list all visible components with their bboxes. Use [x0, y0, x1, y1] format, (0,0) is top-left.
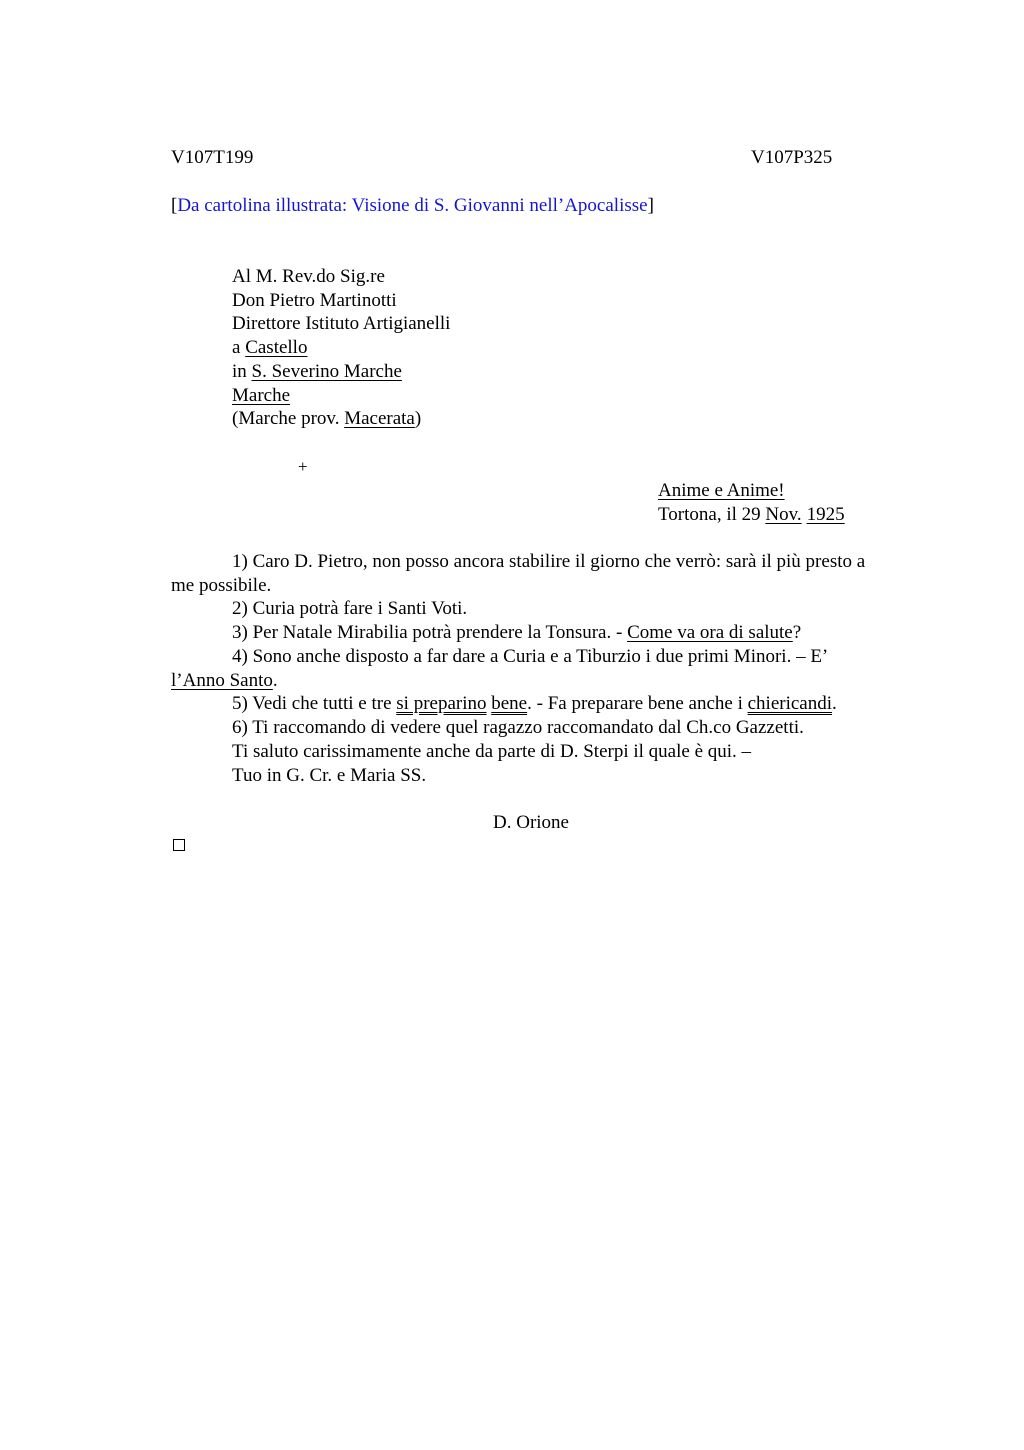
paragraph-line: me possibile.	[171, 575, 272, 596]
right-archive-code: V107P325	[751, 147, 833, 168]
paragraph-line: Ti saluto carissimamente anche da parte di D. Sterpi il quale è qui. –	[232, 741, 752, 762]
paragraph-line: 5) Vedi che tutti e tre si preparino bene. - Fa preparare bene anche i chiericandi.	[232, 693, 837, 714]
left-archive-code: V107T199	[171, 147, 254, 168]
address-line: Direttore Istituto Artigianelli	[232, 313, 451, 334]
address-line: a Castello	[232, 337, 308, 358]
paragraph-line: 3) Per Natale Mirabilia potrà prendere la Tonsura. - Come va ora di salute?	[232, 622, 802, 643]
place-date: Tortona, il 29 Nov. 1925	[658, 504, 845, 525]
motto: Anime e Anime!	[658, 480, 785, 501]
paragraph-line: 4) Sono anche disposto a far dare a Curia e a Tiburzio i due primi Minori. – E’	[232, 646, 829, 667]
address-line: Don Pietro Martinotti	[232, 290, 397, 311]
note-text: Da cartolina illustrata: Visione di S. Giovanni nell’Apocalisse	[177, 195, 648, 216]
paragraph-line: Tuo in G. Cr. e Maria SS.	[232, 765, 427, 786]
address-line: (Marche prov. Macerata)	[232, 408, 422, 429]
address-line: in S. Severino Marche	[232, 361, 402, 382]
square-marker	[173, 839, 185, 851]
paragraph-line: l’Anno Santo.	[171, 670, 278, 691]
paragraph-line: 2) Curia potrà fare i Santi Voti.	[232, 598, 468, 619]
paragraph-line: 6) Ti raccomando di vedere quel ragazzo raccomandato dal Ch.co Gazzetti.	[232, 717, 804, 738]
address-line: Marche	[232, 385, 291, 406]
address-line: Al M. Rev.do Sig.re	[232, 266, 385, 287]
paragraph-line: 1) Caro D. Pietro, non posso ancora stabilire il giorno che verrò: sarà il più presto a	[232, 551, 866, 572]
editorial-note: [Da cartolina illustrata: Visione di S. Giovanni nell’Apocalisse]	[171, 195, 654, 216]
signature: D. Orione	[493, 812, 569, 833]
cross-symbol: +	[298, 457, 308, 476]
